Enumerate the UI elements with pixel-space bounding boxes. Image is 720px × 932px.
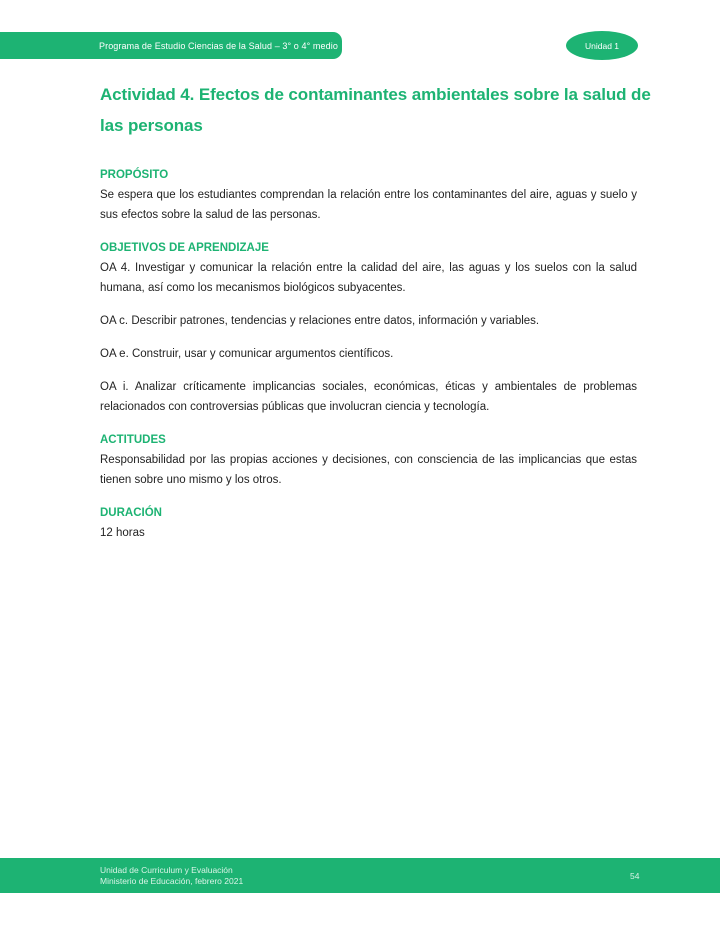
footer-credits xyxy=(100,865,243,887)
objetivo-oa4-paragraph: OA 4. Investigar y comunicar la relación entre la calidad del aire, las aguas y los suelos con la salud humana, así como los mecanismos biológicos subyacentes. xyxy=(100,262,637,294)
footer-band xyxy=(0,858,720,893)
proposito-paragraph: Se espera que los estudiantes comprendan la relación entre los contaminantes del aire, aguas y suelo y sus efectos sobre la salud de las personas. xyxy=(100,189,637,221)
document-body xyxy=(100,165,637,556)
activity-title xyxy=(100,79,660,141)
objetivo-oac-paragraph: OA c. Describir patrones, tendencias y relaciones entre datos, información y variables. xyxy=(100,315,540,327)
duracion-value: 12 horas xyxy=(100,527,145,539)
unit-badge-label: Unidad 1 xyxy=(584,40,620,51)
section-heading-actitudes: ACTITUDES xyxy=(100,434,166,446)
activity-title-line-1: Actividad 4. Efectos de contaminantes ambientales sobre la salud de xyxy=(100,85,651,104)
actitudes-paragraph: Responsabilidad por las propias acciones y decisiones, con consciencia de las implicancias que estas tienen sobre uno mismo y los otros. xyxy=(100,454,637,486)
section-heading-proposito: PROPÓSITO xyxy=(100,169,169,181)
section-heading-duracion: DURACIÓN xyxy=(100,507,162,519)
objetivo-oai-paragraph: OA i. Analizar críticamente implicancias sociales, económicas, éticas y ambientales de problemas relacionados con controversias públicas que involucran ciencia y tecnología. xyxy=(100,381,637,413)
header-program-label: Programa de Estudio Ciencias de la Salud – 3° o 4° medio xyxy=(99,40,338,51)
footer-credit-line-1: Unidad de Curriculum y Evaluación xyxy=(100,864,233,875)
header-program-badge xyxy=(0,32,342,59)
section-heading-objetivos: OBJETIVOS DE APRENDIZAJE xyxy=(100,242,269,254)
unit-badge xyxy=(566,31,638,60)
activity-title-line-2: las personas xyxy=(100,116,203,135)
footer-credit-line-2: Ministerio de Educación, febrero 2021 xyxy=(100,875,244,886)
objetivo-oae-paragraph: OA e. Construir, usar y comunicar argumentos científicos. xyxy=(100,348,394,360)
page-number: 54 xyxy=(630,870,640,881)
